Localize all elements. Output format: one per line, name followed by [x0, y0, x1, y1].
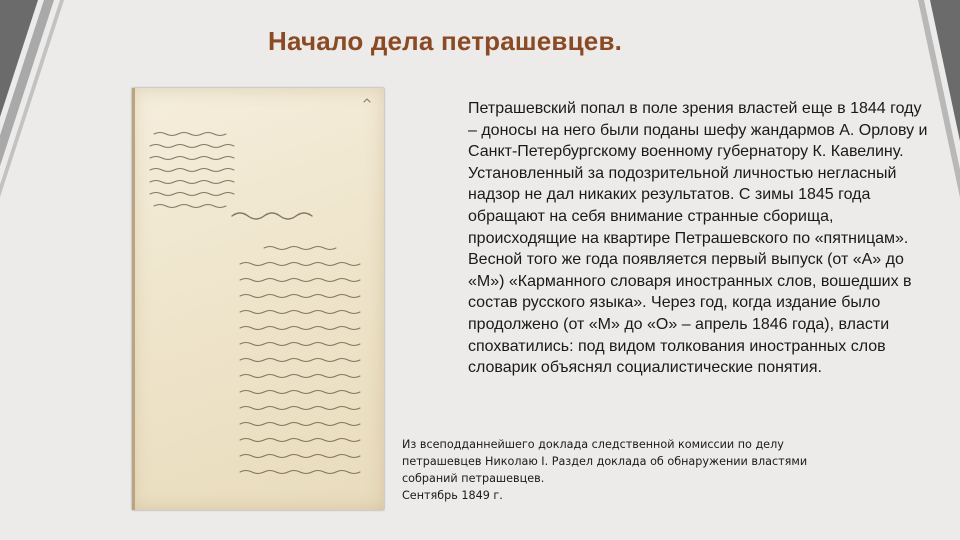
image-caption: [402, 436, 862, 504]
caption-line-3: собраний петрашевцев.: [402, 472, 545, 485]
slide-title: Начало дела петрашевцев.: [268, 26, 623, 56]
caption-line-4: Сентябрь 1849 г.: [402, 489, 503, 502]
caption-line-1: Из всеподданнейшего доклада следственной комиссии по делу: [402, 438, 784, 451]
caption-line-2: петрашевцев Николаю I. Раздел доклада об обнаружении властями: [402, 455, 808, 468]
manuscript-image: [132, 88, 384, 510]
handwriting-scribbles: [132, 88, 384, 510]
body-text: Петрашевский попал в поле зрения властей еще в 1844 году – доносы на него были поданы шефу жандармов А. Орлову и Санкт-Петербургскому военному губернатору К. Кавелину. Установленный за подозрительной личностью негласный надзор не дал никаких результатов. С зимы 1845 года обращают на себя внимание странные сборища, происходящие на квартире Петрашевского по «пятницам». Весной того же года появляется первый выпуск (от «А» до «М») «Карманного словаря иностранных слов, вошедших в состав русского языка». Через год, когда издание было продолжено (от «М» до «О» – апрель 1846 года), власти спохватились: под видом толкования иностранных слов словарик объяснял социалистические понятия.: [468, 100, 928, 377]
